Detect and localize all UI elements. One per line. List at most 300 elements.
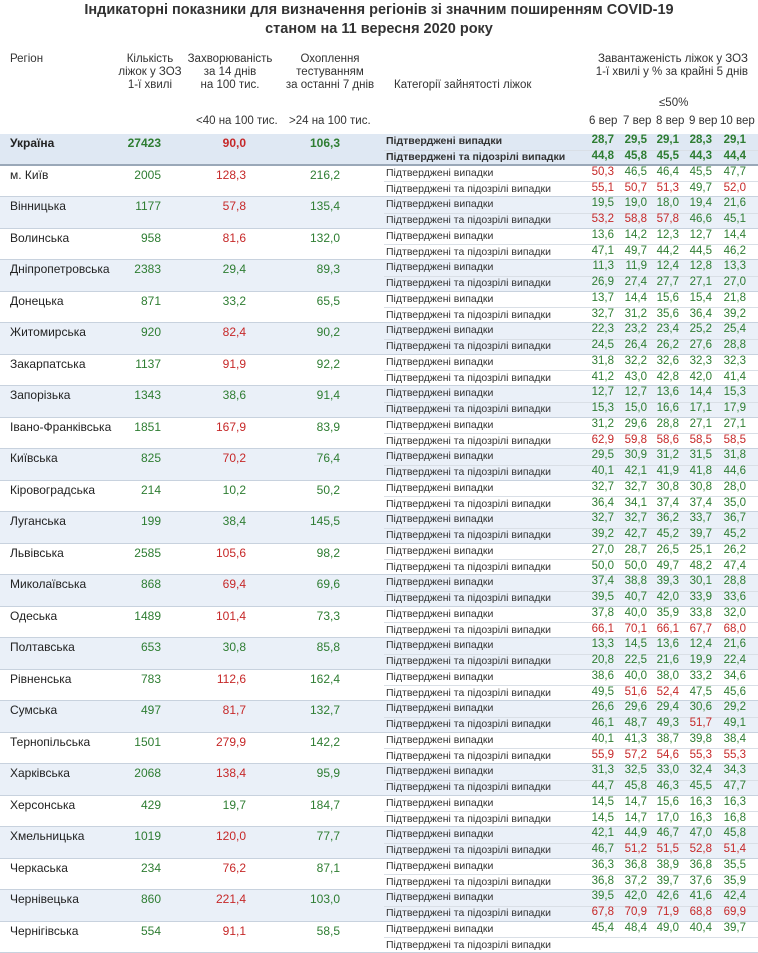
load-value: 32,3 [716,355,746,367]
category-confirmed: Підтверджені випадки [386,482,493,494]
load-value: 13,6 [649,386,679,398]
load-value: 44,7 [584,780,614,792]
coverage-value: 77,7 [317,829,340,843]
category-suspected: Підтверджені та підозрілі випадки [386,340,551,352]
load-value: 29,2 [716,701,746,713]
table-row [0,575,758,607]
load-value: 12,3 [649,229,679,241]
load-value: 46,5 [617,166,647,178]
coverage-value: 184,7 [310,798,340,812]
region-name: Львівська [10,546,64,560]
load-value: 47,5 [682,686,712,698]
incidence-value: 82,4 [223,325,246,339]
coverage-value: 89,3 [317,262,340,276]
load-value: 32,5 [617,764,647,776]
beds-count: 1489 [134,609,161,623]
incidence-value: 112,6 [217,672,246,686]
load-value: 13,3 [584,638,614,650]
category-confirmed: Підтверджені випадки [386,387,493,399]
beds-count: 1019 [134,829,161,843]
load-value: 57,2 [617,749,647,761]
incidence-value: 33,2 [223,294,246,308]
category-confirmed: Підтверджені випадки [386,450,493,462]
load-value: 40,1 [584,465,614,477]
region-name: Закарпатська [10,357,86,371]
load-value: 34,3 [716,764,746,776]
header-incidence-line: на 100 тис. [180,79,280,92]
load-value: 19,9 [682,654,712,666]
load-value: 31,8 [584,355,614,367]
load-value: 69,9 [716,906,746,918]
load-value: 35,6 [649,308,679,320]
load-value: 32,0 [716,607,746,619]
load-value: 37,4 [649,497,679,509]
load-value: 23,2 [617,323,647,335]
load-value: 57,8 [649,213,679,225]
load-value: 30,8 [649,481,679,493]
load-value: 39,2 [584,528,614,540]
load-value: 31,2 [617,308,647,320]
load-value: 19,5 [584,197,614,209]
load-value: 27,1 [682,276,712,288]
load-value: 14,4 [617,292,647,304]
load-value: 46,3 [649,780,679,792]
load-value: 49,7 [649,560,679,572]
incidence-value: 128,3 [216,168,246,182]
load-value: 21,8 [716,292,746,304]
load-value: 25,4 [716,323,746,335]
coverage-value: 92,2 [317,357,340,371]
load-value: 49,7 [617,245,647,257]
load-value: 44,2 [649,245,679,257]
load-value: 42,6 [649,890,679,902]
load-value: 14,7 [617,812,647,824]
load-value: 38,4 [716,733,746,745]
table-row [0,607,758,639]
category-suspected: Підтверджені та підозрілі випадки [386,813,551,825]
load-value: 16,3 [682,796,712,808]
beds-count: 1343 [134,388,161,402]
coverage-value: 85,8 [317,640,340,654]
beds-count: 1137 [135,357,161,371]
category-suspected: Підтверджені та підозрілі випадки [386,403,551,415]
load-value: 37,4 [584,575,614,587]
load-value: 68,0 [716,623,746,635]
category-suspected: Підтверджені та підозрілі випадки [386,876,551,888]
load-value: 55,3 [682,749,712,761]
load-value: 45,2 [716,528,746,540]
load-value: 12,7 [584,386,614,398]
header-incidence-line: за 14 днів [180,66,280,79]
load-value: 42,0 [617,890,647,902]
load-value: 14,5 [584,812,614,824]
load-value: 58,8 [617,213,647,225]
beds-count: 2585 [134,546,161,560]
category-suspected: Підтверджені та підозрілі випадки [386,718,551,730]
table-row [0,134,758,166]
load-value: 36,7 [716,512,746,524]
load-value: 47,7 [716,780,746,792]
coverage-value: 91,4 [317,388,340,402]
load-value: 48,7 [617,717,647,729]
table-row [0,292,758,324]
load-value: 15,0 [617,402,647,414]
beds-count: 234 [141,861,161,875]
load-value: 48,2 [682,560,712,572]
load-value: 31,3 [584,764,614,776]
incidence-value: 221,4 [216,892,246,906]
table-row [0,323,758,355]
beds-count: 871 [141,294,161,308]
region-name: Одеська [10,609,57,623]
category-confirmed: Підтверджені випадки [386,261,493,273]
table-row [0,481,758,513]
category-confirmed: Підтверджені випадки [386,356,493,368]
load-value: 14,4 [682,386,712,398]
category-suspected: Підтверджені та підозрілі випадки [386,655,551,667]
load-value: 45,8 [617,150,647,162]
load-value: 14,5 [584,796,614,808]
load-value: 47,1 [584,245,614,257]
load-value: 50,0 [584,560,614,572]
category-confirmed: Підтверджені випадки [386,135,502,147]
load-value: 38,0 [649,670,679,682]
incidence-value: 81,6 [223,231,246,245]
load-value: 33,0 [649,764,679,776]
load-value: 55,1 [584,182,614,194]
header-day: 10 вер [720,115,755,128]
load-value: 21,6 [716,638,746,650]
load-value: 28,8 [716,339,746,351]
table-row [0,701,758,733]
load-value: 45,8 [716,827,746,839]
incidence-value: 167,9 [216,420,246,434]
load-value: 42,0 [649,591,679,603]
category-suspected: Підтверджені та підозрілі випадки [386,624,551,636]
load-value: 13,6 [584,229,614,241]
load-value: 43,0 [617,371,647,383]
load-value: 39,5 [584,591,614,603]
load-value: 49,5 [584,686,614,698]
load-value: 51,3 [649,182,679,194]
load-value: 36,8 [682,859,712,871]
load-value: 14,5 [617,638,647,650]
load-value: 35,9 [716,875,746,887]
load-value: 28,7 [584,134,614,146]
category-suspected: Підтверджені та підозрілі випадки [386,939,551,951]
load-value: 46,7 [584,843,614,855]
incidence-value: 81,7 [223,703,246,717]
coverage-value: 98,2 [317,546,340,560]
coverage-value: 103,0 [310,892,340,906]
region-name: м. Київ [10,168,48,182]
load-value: 25,2 [682,323,712,335]
load-value: 45,5 [682,780,712,792]
category-confirmed: Підтверджені випадки [386,923,493,935]
load-value: 49,3 [649,717,679,729]
load-value: 17,1 [682,402,712,414]
load-value: 44,4 [716,150,746,162]
load-value: 55,3 [716,749,746,761]
load-value: 70,1 [617,623,647,635]
load-value: 32,3 [682,355,712,367]
header-incidence [180,53,280,92]
load-value: 37,4 [682,497,712,509]
region-name: Харківська [10,766,70,780]
beds-count: 2383 [134,262,161,276]
load-value: 27,7 [649,276,679,288]
load-value: 32,7 [617,512,647,524]
beds-count: 868 [141,577,161,591]
load-value: 51,4 [716,843,746,855]
load-value: 13,6 [649,638,679,650]
category-confirmed: Підтверджені випадки [386,167,493,179]
load-value: 12,7 [617,386,647,398]
load-value: 30,1 [682,575,712,587]
category-confirmed: Підтверджені випадки [386,639,493,651]
category-suspected: Підтверджені та підозрілі випадки [386,309,551,321]
load-value: 51,7 [682,717,712,729]
header-beds-line: ліжок у ЗОЗ [100,66,200,79]
coverage-value: 132,7 [310,703,340,717]
table-row [0,733,758,765]
header-beds-line: 1-ї хвилі [100,79,200,92]
incidence-value: 57,8 [223,199,246,213]
coverage-value: 76,4 [317,451,340,465]
load-value: 25,1 [682,544,712,556]
load-value: 59,8 [617,434,647,446]
load-value: 30,6 [682,701,712,713]
load-value: 51,6 [617,686,647,698]
header-coverage-threshold: >24 на 100 тис. [289,115,371,128]
category-confirmed: Підтверджені випадки [386,324,493,336]
load-value: 52,0 [716,182,746,194]
beds-count: 958 [141,231,161,245]
header-category: Категорії зайнятості ліжок [394,79,531,92]
load-value: 52,8 [682,843,712,855]
load-value: 38,9 [649,859,679,871]
incidence-value: 105,6 [216,546,246,560]
header-beds-line: Кількість [100,53,200,66]
beds-count: 2005 [134,168,161,182]
region-name: Полтавська [10,640,75,654]
load-value: 28,0 [716,481,746,493]
incidence-value: 90,0 [223,136,246,150]
category-confirmed: Підтверджені випадки [386,293,493,305]
region-name: Чернігівська [10,924,78,938]
load-value: 39,8 [682,733,712,745]
load-value: 68,8 [682,906,712,918]
load-value: 58,6 [649,434,679,446]
incidence-value: 30,8 [223,640,246,654]
table-row [0,670,758,702]
header-incidence-line: Захворюваність [180,53,280,66]
load-value: 15,3 [584,402,614,414]
load-value: 38,8 [617,575,647,587]
category-suspected: Підтверджені та підозрілі випадки [386,687,551,699]
load-value: 13,7 [584,292,614,304]
load-value: 39,7 [716,922,746,934]
category-confirmed: Підтверджені випадки [386,576,493,588]
region-name: Сумська [10,703,57,717]
coverage-value: 142,2 [310,735,340,749]
incidence-value: 91,1 [223,924,246,938]
load-value: 15,3 [716,386,746,398]
beds-count: 27423 [128,136,161,150]
beds-count: 554 [141,924,161,938]
table-row [0,922,758,953]
load-value: 54,6 [649,749,679,761]
incidence-value: 10,2 [223,483,246,497]
load-value: 15,6 [649,292,679,304]
load-value: 36,2 [649,512,679,524]
load-value: 37,6 [682,875,712,887]
region-name: Україна [10,136,54,150]
load-value: 17,0 [649,812,679,824]
load-value: 16,3 [682,812,712,824]
coverage-value: 132,0 [310,231,340,245]
load-value: 47,4 [716,560,746,572]
region-name: Київська [10,451,58,465]
coverage-value: 87,1 [317,861,340,875]
load-value: 66,1 [649,623,679,635]
load-value: 46,2 [716,245,746,257]
load-value: 12,4 [649,260,679,272]
table-row [0,260,758,292]
header-load-threshold: ≤50% [659,97,688,110]
coverage-value: 83,9 [317,420,340,434]
header-coverage-line: Охоплення [275,53,385,66]
load-value: 38,7 [649,733,679,745]
table-row [0,638,758,670]
load-value: 29,5 [617,134,647,146]
incidence-value: 138,4 [216,766,246,780]
title-line-1: Індикаторні показники для визначення регіонів зі значним поширенням COVID-19 [0,1,758,20]
load-value: 45,6 [716,686,746,698]
incidence-value: 29,4 [223,262,246,276]
region-name: Рівненська [10,672,71,686]
load-value: 49,7 [682,182,712,194]
coverage-value: 73,3 [317,609,340,623]
load-value: 29,1 [649,134,679,146]
load-value: 23,4 [649,323,679,335]
region-name: Хмельницька [10,829,84,843]
category-suspected: Підтверджені та підозрілі випадки [386,592,551,604]
beds-count: 860 [141,892,161,906]
table-row [0,512,758,544]
incidence-value: 279,9 [216,735,246,749]
load-value: 46,1 [584,717,614,729]
load-value: 37,8 [584,607,614,619]
category-confirmed: Підтверджені випадки [386,828,493,840]
header-coverage [275,53,385,92]
beds-count: 1851 [134,420,161,434]
category-confirmed: Підтверджені випадки [386,198,493,210]
load-value: 31,5 [682,449,712,461]
report-title [0,1,758,39]
load-value: 16,8 [716,812,746,824]
load-value: 29,6 [617,701,647,713]
load-value: 45,1 [716,213,746,225]
load-value: 42,4 [716,890,746,902]
incidence-value: 70,2 [223,451,246,465]
load-value: 40,1 [584,733,614,745]
header-load [560,53,748,79]
incidence-value: 69,4 [223,577,246,591]
region-name: Донецька [10,294,64,308]
region-name: Вінницька [10,199,66,213]
load-value: 32,7 [584,308,614,320]
load-value: 40,7 [617,591,647,603]
category-confirmed: Підтверджені випадки [386,608,493,620]
category-confirmed: Підтверджені випадки [386,230,493,242]
load-value: 39,3 [649,575,679,587]
header-day: 6 вер [589,115,617,128]
category-confirmed: Підтверджені випадки [386,860,493,872]
load-value: 18,0 [649,197,679,209]
load-value: 32,4 [682,764,712,776]
category-confirmed: Підтверджені випадки [386,765,493,777]
load-value: 45,5 [682,166,712,178]
load-value: 40,0 [617,607,647,619]
coverage-value: 58,5 [317,924,340,938]
load-value: 67,8 [584,906,614,918]
load-value: 16,3 [716,796,746,808]
beds-count: 653 [141,640,161,654]
load-value: 51,5 [649,843,679,855]
load-value: 19,0 [617,197,647,209]
load-value: 11,3 [584,260,614,272]
load-value: 45,2 [649,528,679,540]
load-value: 33,9 [682,591,712,603]
load-value: 32,7 [584,481,614,493]
load-value: 50,3 [584,166,614,178]
coverage-value: 90,2 [317,325,340,339]
incidence-value: 101,4 [216,609,246,623]
category-suspected: Підтверджені та підозрілі випадки [386,435,551,447]
load-value: 27,0 [716,276,746,288]
region-name: Черкаська [10,861,68,875]
load-value: 35,9 [649,607,679,619]
load-value: 33,8 [682,607,712,619]
beds-count: 199 [141,514,161,528]
category-confirmed: Підтверджені випадки [386,891,493,903]
load-value: 52,4 [649,686,679,698]
load-value: 44,6 [716,465,746,477]
load-value: 24,5 [584,339,614,351]
category-suspected: Підтверджені та підозрілі випадки [386,781,551,793]
beds-count: 429 [141,798,161,812]
load-value: 32,7 [584,512,614,524]
incidence-value: 38,6 [223,388,246,402]
load-value: 36,8 [617,859,647,871]
load-value: 14,7 [617,796,647,808]
load-value: 34,1 [617,497,647,509]
beds-count: 214 [141,483,161,497]
load-value: 53,2 [584,213,614,225]
load-value: 41,8 [682,465,712,477]
load-value: 28,8 [649,418,679,430]
region-name: Житомирська [10,325,86,339]
load-value: 30,9 [617,449,647,461]
category-suspected: Підтверджені та підозрілі випадки [386,750,551,762]
beds-count: 1177 [135,199,161,213]
load-value: 15,4 [682,292,712,304]
load-value: 20,8 [584,654,614,666]
region-name: Тернопільська [10,735,90,749]
load-value: 12,4 [682,638,712,650]
category-confirmed: Підтверджені випадки [386,671,493,683]
